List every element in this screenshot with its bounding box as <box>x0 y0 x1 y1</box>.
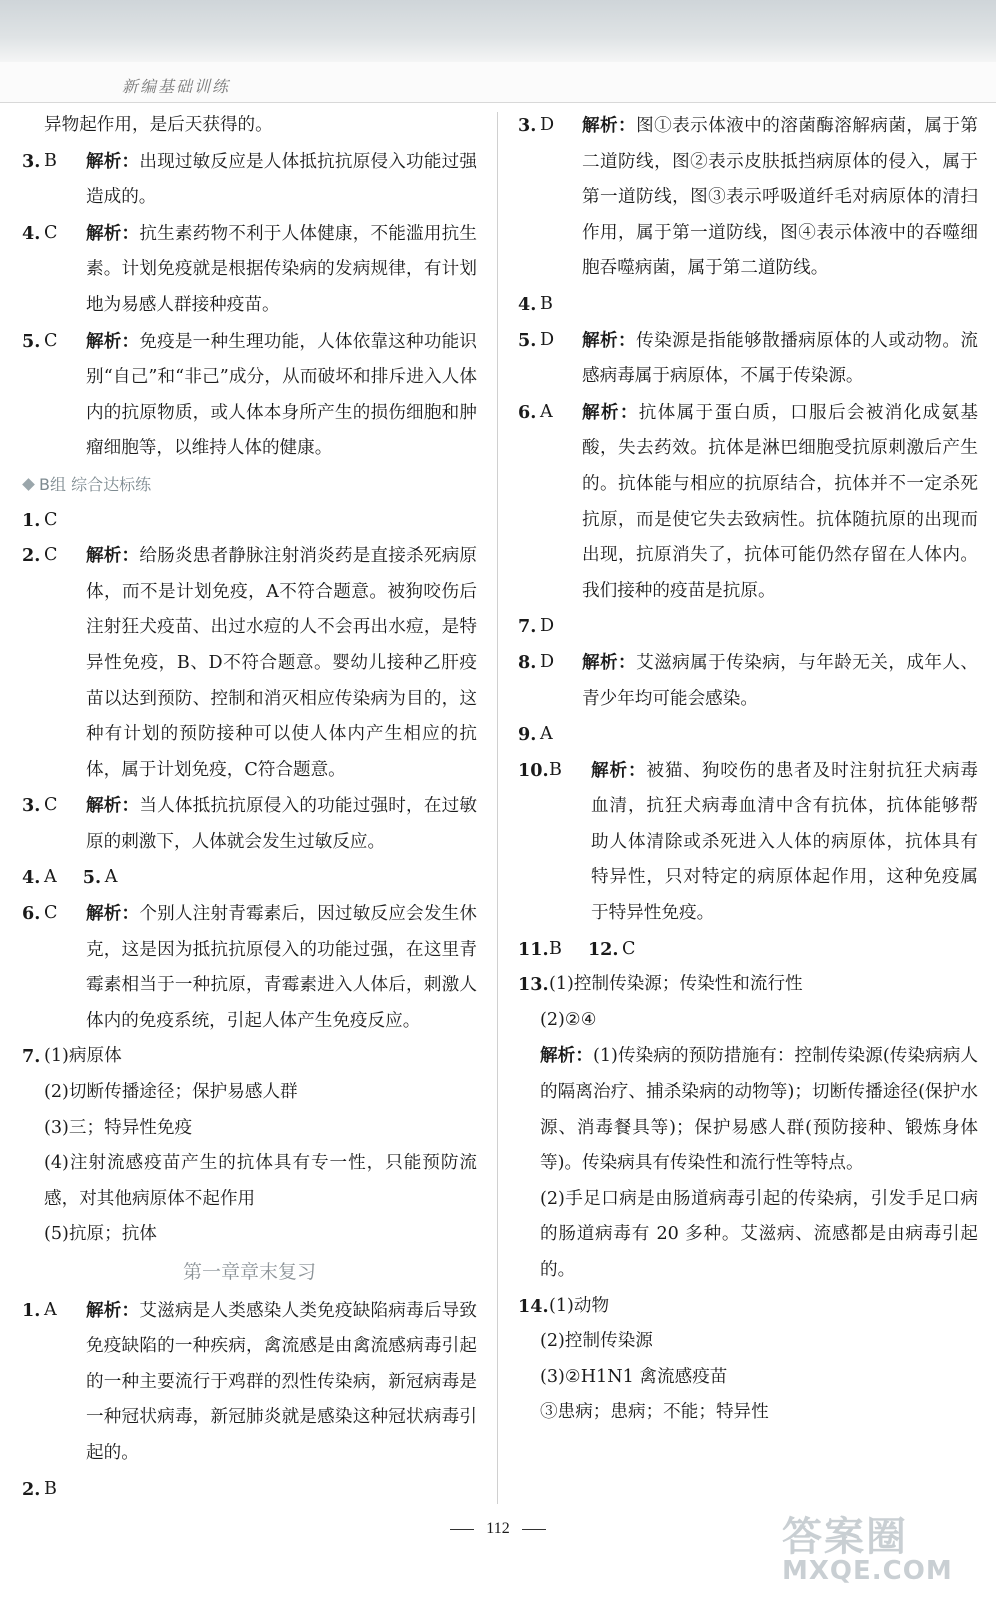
answer-r13-explain1: 解析：(1)传染病的预防措施有：控制传染源(传染病病人的隔离治疗、捕杀染病的动物等)；切断传播途径(保护水源、消毒餐具等)；保护易感人群(预防接种、锻炼身体等)。传染病具有传染性和流行性等特点。 <box>540 1045 978 1174</box>
answer-item-b3: 3. C 解析：当人体抵抗抗原侵入的功能过强时，在过敏原的刺激下，人体就会发生过敏反应。 <box>22 795 477 852</box>
answer-item-b6: 6. C 解析：个别人注射青霉素后，因过敏反应会发生休克，这是因为抵抗抗原侵入的功能过强，在这里青霉素相当于一种抗原，青霉素进入人体后，刺激人体内的免疫系统，引起人体产生免疫反应。 <box>22 903 477 1031</box>
left-column <box>22 108 477 1507</box>
answer-item-a5: 5. C 解析：免疫是一种生理功能，人体依靠这种功能识别“自己”和“非己”成分，从而破坏和排斥进入人体内的抗原物质，或人体本身所产生的损伤细胞和肿瘤细胞等，以维持人体的健康。 <box>22 330 477 459</box>
answer-item-r6: 6. A 解析：抗体属于蛋白质，口服后会被消化成氨基酸，失去药效。抗体是淋巴细胞受抗原刺激后产生的。抗体能与相应的抗原结合，抗体并不一定杀死抗原，而是使它失去致病性。抗体随抗原的出现而出现，抗原消失了，抗体可能仍然存留在人体内。我们接种的疫苗是抗原。 <box>518 401 978 601</box>
intro-continuation: 异物起作用，是后天获得的。 <box>44 115 273 135</box>
answer-item-r10: 10. B 解析：被猫、狗咬伤的患者及时注射抗狂犬病毒血清，抗狂犬病毒血清中含有抗体，抗体能够帮助人体清除或杀死进入人体的病原体，抗体具有特异性，只对特定的病原体起作用，这种免疫属于特异性免疫。 <box>518 759 978 924</box>
page-number: 112 <box>0 1520 996 1538</box>
dash-right <box>522 1529 546 1530</box>
answer-b7-part4: (4)注射流感疫苗产生的抗体具有专一性，只能预防流感，对其他病原体不起作用 <box>44 1153 477 1209</box>
answer-item-r5: 5. D 解析：传染源是指能够散播病原体的人或动物。流感病毒属于病原体，不属于传染源。 <box>518 329 978 387</box>
right-column <box>518 108 978 1431</box>
answer-b7-part3: (3)三；特异性免疫 <box>44 1117 193 1138</box>
answer-item-r14: 14. (1)动物 <box>518 1295 610 1317</box>
header-title: 新编基础训练 <box>122 77 231 96</box>
answer-b7-part5: (5)抗原；抗体 <box>44 1224 157 1245</box>
answer-item-b1: 1. C <box>22 509 58 531</box>
answer-item-r7: 7. D <box>518 616 555 638</box>
answer-r13-explain2: (2)手足口病是由肠道病毒引起的传染病，引发手足口病的肠道病毒有 20 多种。艾滋病、流感都是由病毒引起的。 <box>540 1188 978 1280</box>
answer-b7-part2: (2)切断传播途径；保护易感人群 <box>44 1082 298 1103</box>
group-b-heading: B组 综合达标练 <box>22 467 477 503</box>
section-title: 第一章章末复习 <box>182 1261 316 1283</box>
top-decorative-band <box>0 0 996 62</box>
watermark-logo: 答案圈 <box>782 1514 908 1560</box>
answer-r14-part3: (3)②H1N1 禽流感疫苗 <box>540 1366 728 1387</box>
answer-item-b4-b5: 4. A 5. A <box>22 867 118 889</box>
dash-left <box>450 1529 474 1530</box>
answer-item-r9: 9. A <box>518 724 553 746</box>
watermark <box>782 1505 982 1593</box>
answer-item-r8: 8. D 解析：艾滋病属于传染病，与年龄无关，成年人、青少年均可能会感染。 <box>518 651 978 709</box>
answer-item-b2: 2. C 解析：给肠炎患者静脉注射消炎药是直接杀死病原体，而不是计划免疫，A不符合题意。被狗咬伤后注射狂犬疫苗、出过水痘的人不会再出水痘，是特异性免疫，B、D不符合题意。婴幼儿接种乙肝疫苗以达到预防、控制和消灭相应传染病为目的，这种有计划的预防接种可以使人体内产生相应的抗体，属于计划免疫，C符合题意。 <box>22 545 477 780</box>
column-divider <box>497 112 498 1504</box>
answer-r13-part2: (2)②④ <box>540 1009 597 1030</box>
diamond-icon <box>22 478 35 491</box>
answer-item-a3: 3. B 解析：出现过敏反应是人体抵抗抗原侵入功能过强造成的。 <box>22 150 477 208</box>
answer-item-r3: 3. D 解析：图①表示体液中的溶菌酶溶解病菌，属于第二道防线，图②表示皮肤抵挡病原体的侵入，属于第一道防线，图③表示呼吸道纤毛对病原体的清扫作用，属于第一道防线，图④表示体液中的吞噬细胞吞噬病菌，属于第二道防线。 <box>518 115 978 279</box>
watermark-url: MXQE.COM <box>782 1556 953 1586</box>
answer-item-a4: 4. C 解析：抗生素药物不利于人体健康，不能滥用抗生素。计划免疫就是根据传染病的发病规律，有计划地为易感人群接种疫苗。 <box>22 222 477 315</box>
answer-item-r13: 13. (1)控制传染源；传染性和流行性 <box>518 974 803 996</box>
answer-item-r4: 4. B <box>518 293 553 315</box>
answer-r14-part2: (2)控制传染源 <box>540 1331 653 1352</box>
answer-item-r11-r12: 11. B 12. C <box>518 938 636 960</box>
answer-item-b7: 7. (1)病原体 <box>22 1046 122 1068</box>
answer-r14-part3b: ③患病；患病；不能；特异性 <box>540 1402 769 1423</box>
answer-item-c2: 2. B <box>22 1478 57 1500</box>
answer-item-c1: 1. A 解析：艾滋病是人类感染人类免疫缺陷病毒后导致免疫缺陷的一种疾病，禽流感是由禽流感病毒引起的一种主要流行于鸡群的烈性传染病，新冠病毒是一种冠状病毒，新冠肺炎就是感染这种冠状病毒引起的。 <box>22 1299 477 1463</box>
